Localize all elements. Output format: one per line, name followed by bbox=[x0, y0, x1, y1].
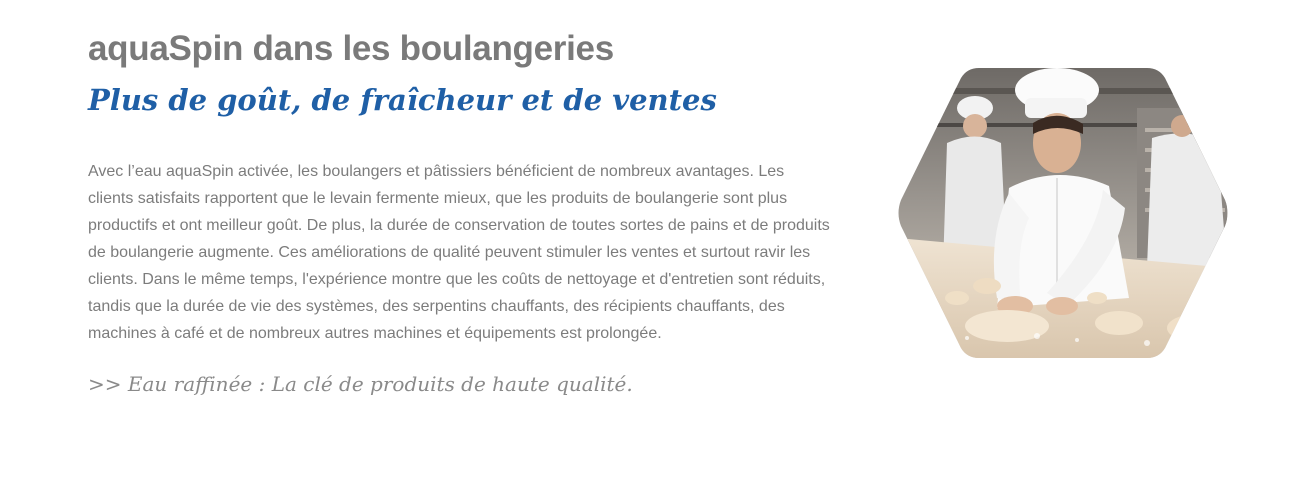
section-body: Avec l’eau aquaSpin activée, les boulangers et pâtissiers bénéficient de nombreux avantages. Les clients satisfaits rapportent que le levain fermente mieux, que les produits de boulangerie sont plus productifs et ont meilleur goût. De plus, la durée de conservation de toutes sortes de pains et de produits de boulangerie augmente. Ces améliorations de qualité peuvent stimuler les ventes et surtout ravir les clients. Dans le même temps, l'expérience montre que les coûts de nettoyage et d'entretien sont réduits, tandis que la durée de vie des systèmes, des serpentins chauffants, des récipients chauffants, des machines à café et de nombreux autres machines et équipements est prolongée. bbox=[88, 163, 830, 342]
bakery-photo-hexagon bbox=[897, 68, 1229, 358]
bakery-illustration bbox=[897, 68, 1229, 358]
text-column bbox=[88, 22, 848, 399]
section-title: aquaSpin dans les boulangeries bbox=[88, 29, 614, 68]
quality-products-link[interactable]: >> Eau raffinée : La clé de produits de haute qualité. bbox=[88, 372, 633, 396]
section-subtitle: Plus de goût, de fraîcheur et de ventes bbox=[88, 83, 717, 117]
